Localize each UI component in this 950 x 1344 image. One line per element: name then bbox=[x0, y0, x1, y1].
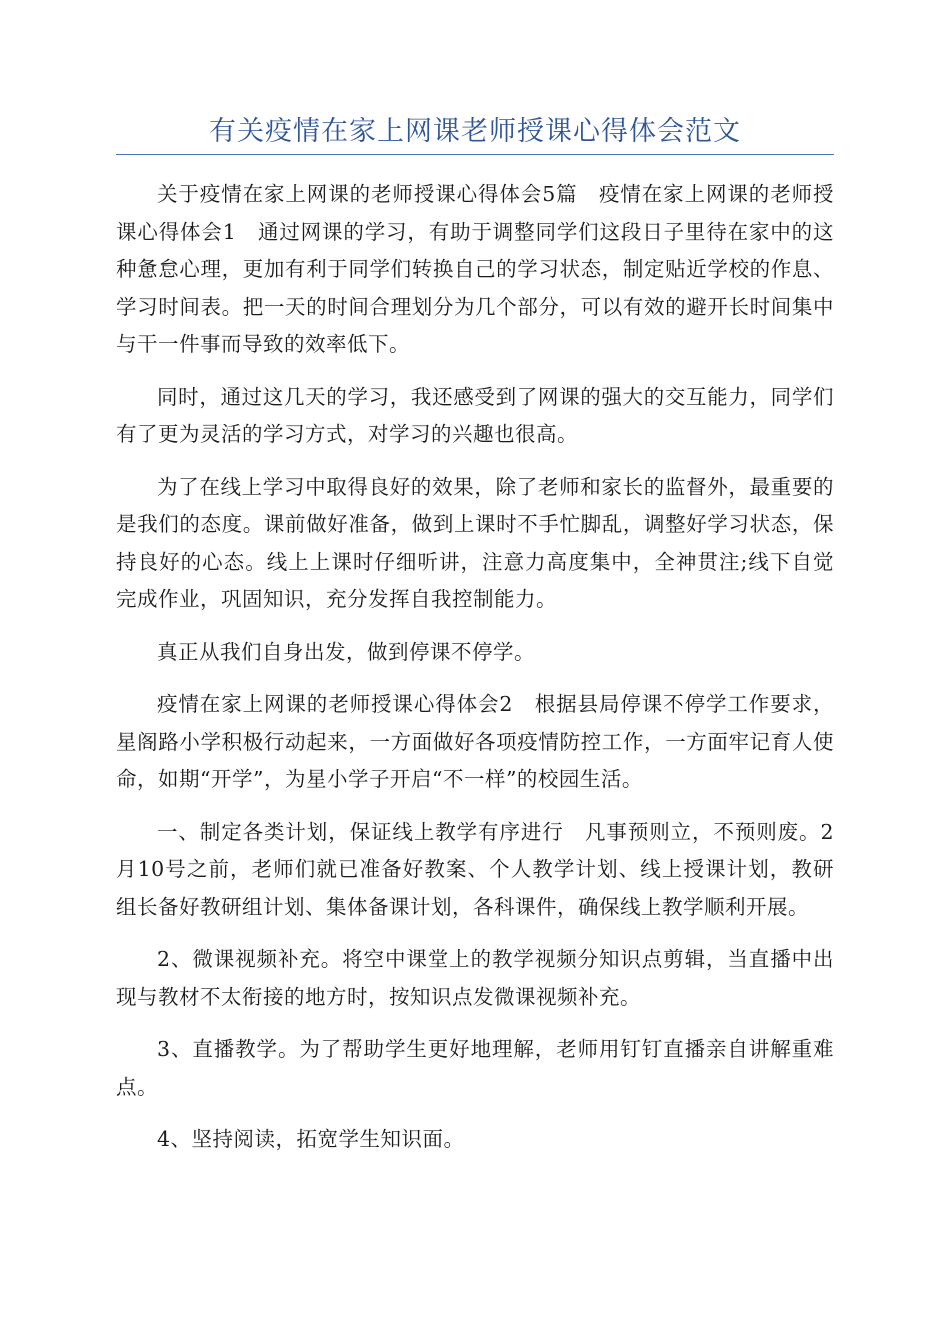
paragraph: 一、制定各类计划，保证线上教学有序进行 凡事预则立，不预则废。2月10号之前，老师们就已准备好教案、个人教学计划、线上授课计划，教研组长备好教研组计划、集体备课计划，各科课件，确保线上教学顺利开展。 bbox=[116, 819, 834, 919]
document-title: 有关疫情在家上网课老师授课心得体会范文 bbox=[209, 116, 741, 147]
paragraph: 真正从我们自身出发，做到停课不停学。 bbox=[157, 639, 535, 664]
paragraph: 3、直播教学。为了帮助学生更好地理解，老师用钉钉直播亲自讲解重难点。 bbox=[116, 1037, 834, 1099]
paragraph: 同时，通过这几天的学习，我还感受到了网课的强大的交互能力，同学们有了更为灵活的学习方式，对学习的兴趣也很高。 bbox=[116, 384, 834, 446]
paragraph: 关于疫情在家上网课的老师授课心得体会5篇 疫情在家上网课的老师授课心得体会1 通过网课的学习，有助于调整同学们这段日子里待在家中的这种惫怠心理，更加有利于同学们转换自己的学习状态，制定贴近学校的作息、学习时间表。把一天的时间合理划分为几个部分，可以有效的避开长时间集中与干一件事而导致的效率低下。 bbox=[116, 182, 834, 356]
title-underline bbox=[116, 154, 834, 155]
document-body bbox=[116, 176, 834, 1174]
paragraph: 2、微课视频补充。将空中课堂上的教学视频分知识点剪辑，当直播中出现与教材不太衔接的地方时，按知识点发微课视频补充。 bbox=[116, 947, 834, 1009]
paragraph: 疫情在家上网课的老师授课心得体会2 根据县局停课不停学工作要求，星阁路小学积极行动起来，一方面做好各项疫情防控工作，一方面牢记育人使命，如期“开学”，为星小学子开启“不一样”的校园生活。 bbox=[116, 692, 834, 791]
paragraph: 4、坚持阅读，拓宽学生知识面。 bbox=[157, 1127, 465, 1151]
paragraph: 为了在线上学习中取得良好的效果，除了老师和家长的监督外，最重要的是我们的态度。课前做好准备，做到上课时不手忙脚乱，调整好学习状态，保持良好的心态。线上上课时仔细听讲，注意力高度集中，全神贯注;线下自觉完成作业，巩固知识，充分发挥自我控制能力。 bbox=[116, 474, 834, 611]
